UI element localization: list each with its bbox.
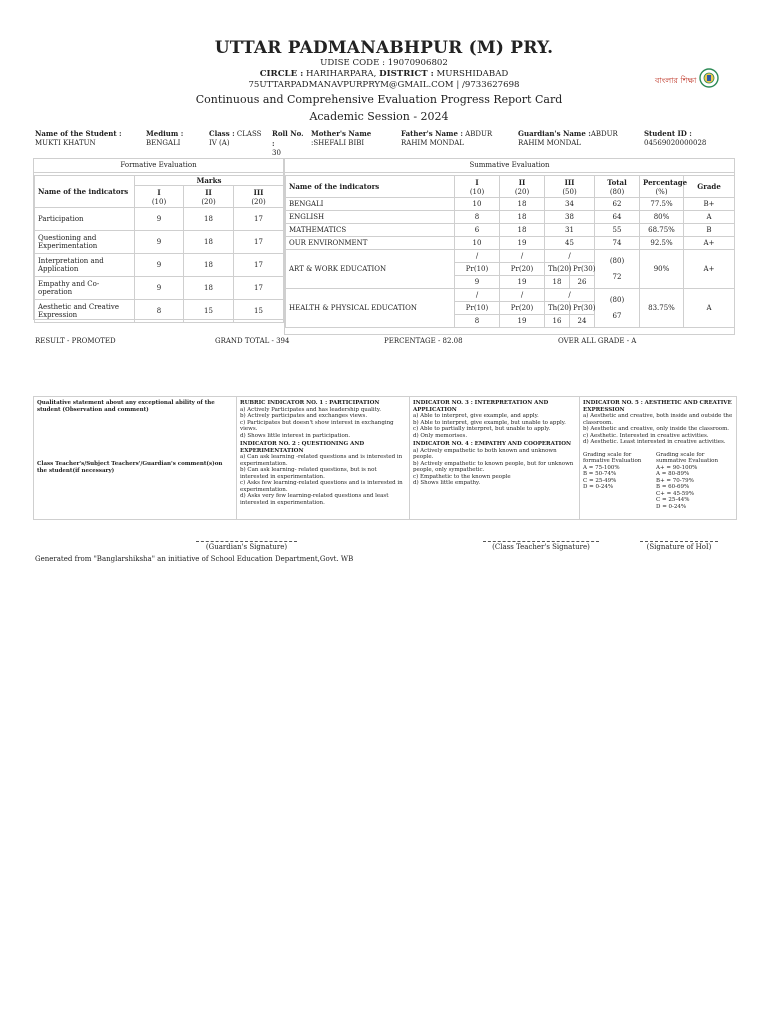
indicator-line: d) Aesthetic. Least interested in creative activities. (583, 439, 726, 445)
indicator-line: a) Actively Participates and has leadership quality. (240, 406, 381, 413)
formative-scale-title: Grading scale for formative Evaluation (583, 451, 642, 464)
guardian-signature: (Guardian's Signature) (196, 541, 297, 551)
formative-mark: 9 (135, 254, 184, 277)
summative-value: 10 (455, 237, 500, 250)
indicator-1-list (240, 407, 406, 440)
art-slash-1: / (455, 250, 500, 263)
summative-value: 18 (500, 198, 545, 211)
summative-subject-name: BENGALI (286, 198, 455, 211)
formative-col-number: III (253, 187, 264, 197)
formative-col-max: (10) (151, 197, 167, 206)
formative-mark: 17 (234, 231, 284, 254)
medium-field (146, 129, 204, 148)
guardian-label: Guardian's Name : (518, 129, 591, 138)
formative-mark: 9 (135, 277, 184, 300)
indicator-line: c) Asks few learning-related questions and is interested in experimentation. (240, 480, 403, 493)
summative-col-1-header: I (10) (455, 176, 500, 198)
formative-row (35, 300, 284, 323)
art-grade: A+ (684, 250, 735, 289)
summative-value: 31 (545, 224, 595, 237)
logo-text: বাংলার শিক্ষা (655, 76, 697, 85)
formative-mark: 15 (184, 300, 234, 323)
indicator-line: C = 25-44% (656, 497, 690, 503)
indicator-line: C+ = 45-59% (656, 490, 695, 497)
formative-indicator-name: Empathy and Co-operation (35, 277, 135, 300)
class-label: Class : (209, 129, 235, 138)
summative-value: 55 (595, 224, 640, 237)
school-contact: 75UTTARPADMANAVPURPRYM@GMAIL.COM | /9733627698 (248, 80, 520, 90)
father-label: Father's Name : (401, 129, 463, 138)
summative-value: 8 (455, 211, 500, 224)
result-text: RESULT - PROMOTED (35, 337, 116, 345)
health-pr10-label: Pr(10) (455, 302, 500, 315)
indicator-5-title: INDICATOR NO. 5 : AESTHETIC AND CREATIVE EXPRESSION (583, 400, 732, 413)
circle-label: CIRCLE : (259, 69, 304, 79)
summative-row (286, 224, 735, 237)
formative-row (35, 231, 284, 254)
teacher-comment-label: Class Teacher's/Subject Teachers'/Guardian's comment(s)on the student(if necessary) (37, 461, 223, 474)
indicator-4-list (413, 448, 576, 487)
student-id-label: Student ID : (644, 129, 692, 138)
indicator-3-title: INDICATOR NO. 3 : INTERPRETATION AND APPLICATION (413, 400, 549, 413)
class-value: CLASS IV (A) (209, 130, 262, 147)
percentage-text: PERCENTAGE - 82.08 (384, 337, 463, 345)
formative-row (35, 208, 284, 231)
formative-col-number: I (157, 187, 161, 197)
formative-table (34, 175, 284, 323)
summative-value: 18 (500, 224, 545, 237)
father-value: ABDUR RAHIM MONDAL (401, 130, 493, 147)
district-value: MURSHIDABAD (436, 69, 509, 79)
indicator-line: b) Can ask learning- related questions, but is not interested in experimentation. (240, 467, 377, 480)
indicator-line: c) Participates but doesn't show interest in exchanging views. (240, 419, 394, 432)
formative-col-number: II (205, 187, 212, 197)
formative-mark: 15 (234, 300, 284, 323)
formative-row (35, 254, 284, 277)
indicator-5-list (583, 413, 733, 446)
qualitative-panel (33, 396, 737, 520)
summative-caption: Summative Evaluation (285, 159, 734, 173)
art-pr30-label: Pr(30) (570, 263, 595, 276)
indicator-line: b) Actively empathetic to known people, but for unknown people, only sympathetic. (413, 460, 574, 473)
summative-value: B+ (684, 198, 735, 211)
health-grade: A (684, 289, 735, 328)
formative-mark: 17 (234, 254, 284, 277)
summative-grade-header: Grade (684, 176, 735, 198)
formative-mark: 18 (184, 277, 234, 300)
hoi-signature: (Signature of HoI) (640, 541, 718, 551)
summative-row (286, 198, 735, 211)
indicator-line: D = 0-24% (583, 484, 614, 490)
art-percentage: 90% (640, 250, 684, 289)
indicator-line: a) Able to interpret, give example, and apply. (413, 413, 539, 419)
summative-value: 18 (500, 211, 545, 224)
formative-col-header (184, 186, 234, 208)
indicator-2-list (240, 454, 406, 506)
health-slash-1: / (455, 289, 500, 302)
summative-value: 34 (545, 198, 595, 211)
indicator-5-column (580, 397, 736, 519)
indicator-4-title: INDICATOR NO. 4 : EMPATHY AND COOPERATION (413, 441, 572, 447)
summative-value: 10 (455, 198, 500, 211)
student-name-label: Name of the Student : (35, 129, 122, 138)
indicator-line: B = 50-74% (583, 471, 617, 477)
summative-percentage-header: Percentage (%) (640, 176, 684, 198)
summative-total-header: Total (80) (595, 176, 640, 198)
health-slash-3: / (545, 289, 595, 302)
formative-mark: 9 (135, 208, 184, 231)
art-value-3: 18 (545, 276, 570, 289)
formative-mark: 18 (184, 208, 234, 231)
health-percentage: 83.75% (640, 289, 684, 328)
health-pr30-label: Pr(30) (570, 302, 595, 315)
indicator-1-title: RUBRIC INDICATOR NO. 1 : PARTICIPATION (240, 400, 380, 406)
summative-row (286, 237, 735, 250)
formative-mark: 17 (234, 208, 284, 231)
medium-value: BENGALI (146, 139, 181, 147)
summative-value: 62 (595, 198, 640, 211)
overall-grade-text: OVER ALL GRADE - A (558, 337, 637, 345)
indicator-line: d) Asks very few learning-related questions and least interested in experimentation. (240, 493, 389, 506)
formative-mark: 18 (184, 254, 234, 277)
health-row (286, 289, 735, 302)
indicator-line: a) Can ask learning -related questions and is interested in experimentation. (240, 454, 403, 467)
health-subject-name: HEALTH & PHYSICAL EDUCATION (286, 289, 455, 328)
formative-indicator-header: Name of the indicators (35, 176, 135, 208)
summative-value: 38 (545, 211, 595, 224)
summative-row (286, 211, 735, 224)
summative-value: 6 (455, 224, 500, 237)
report-title: Continuous and Comprehensive Evaluation Progress Report Card (195, 93, 563, 106)
roll-value: 30 (272, 149, 281, 157)
formative-mark: 18 (184, 231, 234, 254)
summative-value: 19 (500, 237, 545, 250)
indicator-line: d) Only memorises. (413, 432, 468, 439)
formative-evaluation-panel (33, 158, 284, 320)
summative-value: B (684, 224, 735, 237)
indicator-2-title: INDICATOR NO. 2 : QUESTIONING AND EXPERIMENTATION (240, 441, 365, 454)
guardian-field (518, 129, 644, 148)
formative-caption: Formative Evaluation (34, 159, 283, 173)
indicator-line: a) Actively empathetic to both known and unknown people. (413, 447, 557, 460)
summative-value: 77.5% (640, 198, 684, 211)
summative-grading-scale (656, 452, 733, 511)
school-name: UTTAR PADMANABHPUR (M) PRY. (214, 38, 554, 58)
indicator-line: B+ = 70-79% (656, 477, 694, 484)
indicator-line: d) Shows little interest in participation. (240, 432, 351, 439)
indicator-line: c) Empathetic to the known people (413, 473, 511, 480)
art-pr10-label: Pr(10) (455, 263, 500, 276)
summative-value: 80% (640, 211, 684, 224)
summative-value: A+ (684, 237, 735, 250)
health-pr20-label: Pr(20) (500, 302, 545, 315)
formative-row (35, 277, 284, 300)
indicator-line: b) Aesthetic and creative, only inside the classroom. (583, 426, 730, 432)
formative-mark: 17 (234, 277, 284, 300)
health-th20-label: Th(20) (545, 302, 570, 315)
summative-evaluation-panel (284, 158, 735, 335)
art-total-cell: (80) 72 (595, 250, 640, 289)
health-value-4: 24 (570, 315, 595, 328)
summative-subject-name: MATHEMATICS (286, 224, 455, 237)
health-value-3: 16 (545, 315, 570, 328)
roll-label: Roll No. : (272, 129, 304, 148)
art-value-1: 9 (455, 276, 500, 289)
teacher-signature: (Class Teacher's Signature) (483, 541, 599, 551)
guardian-value: ABDUR RAHIM MONDAL (518, 130, 618, 147)
summative-value: A (684, 211, 735, 224)
medium-label: Medium : (146, 129, 184, 138)
student-name: MUKTI KHATUN (35, 139, 96, 147)
indicator-line: D = 0-24% (656, 503, 687, 510)
mother-label: Mother's Name (311, 129, 372, 138)
summative-indicator-header: Name of the indicators (286, 176, 455, 198)
emblem-icon (699, 67, 719, 89)
indicator-line: b) Actively participates and exchanges views. (240, 413, 368, 419)
indicator-line: a) Aesthetic and creative, both inside and outside the classroom. (583, 413, 733, 426)
mother-field (311, 129, 393, 148)
summative-subject-name: OUR ENVIRONMENT (286, 237, 455, 250)
roll-field (272, 129, 308, 158)
formative-indicator-name: Interpretation and Application (35, 254, 135, 277)
health-total-cell: (80) 67 (595, 289, 640, 328)
student-name-field (35, 129, 143, 148)
indicator-1-2-column (237, 397, 410, 519)
formative-scale-list (583, 465, 656, 491)
formative-indicator-name: Questioning and Experimentation (35, 231, 135, 254)
indicator-line: c) Aesthetic. Interested in creative activities. (583, 432, 709, 439)
health-slash-2: / (500, 289, 545, 302)
art-row (286, 250, 735, 263)
summative-subject-name: ENGLISH (286, 211, 455, 224)
summative-scale-title: Grading scale for summative Evaluation (656, 451, 718, 464)
qualitative-statement: Qualitative statement about any exceptional ability of the student (Observation and comment) (37, 400, 215, 413)
summative-value: 74 (595, 237, 640, 250)
summative-col-3-header: III (50) (545, 176, 595, 198)
summative-value: 92.5% (640, 237, 684, 250)
art-slash-2: / (500, 250, 545, 263)
formative-col-max: (20) (251, 197, 266, 206)
formative-grading-scale (583, 452, 656, 511)
student-id-field (644, 129, 724, 148)
summative-value: 45 (545, 237, 595, 250)
grading-scales (583, 452, 733, 511)
summative-scale-list (656, 465, 733, 511)
art-pr20-label: Pr(20) (500, 263, 545, 276)
indicator-3-4-column (410, 397, 580, 519)
academic-session: Academic Session - 2024 (309, 110, 449, 123)
formative-indicator-name: Aesthetic and Creative Expression (35, 300, 135, 323)
indicator-line: b) Able to interpret, give example, but unable to apply. (413, 419, 566, 426)
circle-district-line (0, 69, 768, 80)
mother-value: :SHEFALI BIBI (311, 139, 365, 147)
formative-col-header (135, 186, 184, 208)
formative-mark: 9 (135, 231, 184, 254)
indicator-line: d) Shows little empathy. (413, 480, 481, 486)
summative-value: 64 (595, 211, 640, 224)
indicator-line: A = 80-89% (656, 471, 690, 477)
art-value-4: 26 (570, 276, 595, 289)
art-subject-name: ART & WORK EDUCATION (286, 250, 455, 289)
student-id-value: 04569020000028 (644, 139, 707, 147)
indicator-line: A+ = 90-100% (656, 464, 698, 471)
indicator-3-list (413, 413, 576, 439)
qualitative-comments-column (34, 397, 237, 519)
formative-indicator-name: Participation (35, 208, 135, 231)
indicator-line: A = 75-100% (583, 464, 620, 471)
grand-total-text: GRAND TOTAL - 394 (215, 337, 290, 345)
district-label: DISTRICT : (379, 69, 434, 79)
udise-code: UDISE CODE : 19070906802 (320, 58, 448, 68)
indicator-line: c) Able to partially interpret, but unable to apply. (413, 426, 551, 432)
indicator-line: B = 60-69% (656, 484, 690, 490)
health-value-1: 8 (455, 315, 500, 328)
art-value-2: 19 (500, 276, 545, 289)
father-field (401, 129, 516, 148)
art-th20-label: Th(20) (545, 263, 570, 276)
class-field (209, 129, 267, 148)
banglar-shiksha-logo (655, 67, 717, 91)
art-slash-3: / (545, 250, 595, 263)
indicator-line: C = 25-49% (583, 477, 617, 484)
formative-col-header (234, 186, 284, 208)
formative-mark: 8 (135, 300, 184, 323)
health-value-2: 19 (500, 315, 545, 328)
formative-marks-header: Marks (135, 176, 284, 186)
circle-value: HARIHARPARA, (306, 69, 377, 79)
summative-col-2-header: II (20) (500, 176, 545, 198)
summative-table (285, 175, 735, 328)
summative-value: 68.75% (640, 224, 684, 237)
footer-note: Generated from "Banglarshiksha" an initiative of School Education Department,Govt. WB (35, 555, 354, 563)
formative-col-max: (20) (201, 197, 216, 206)
